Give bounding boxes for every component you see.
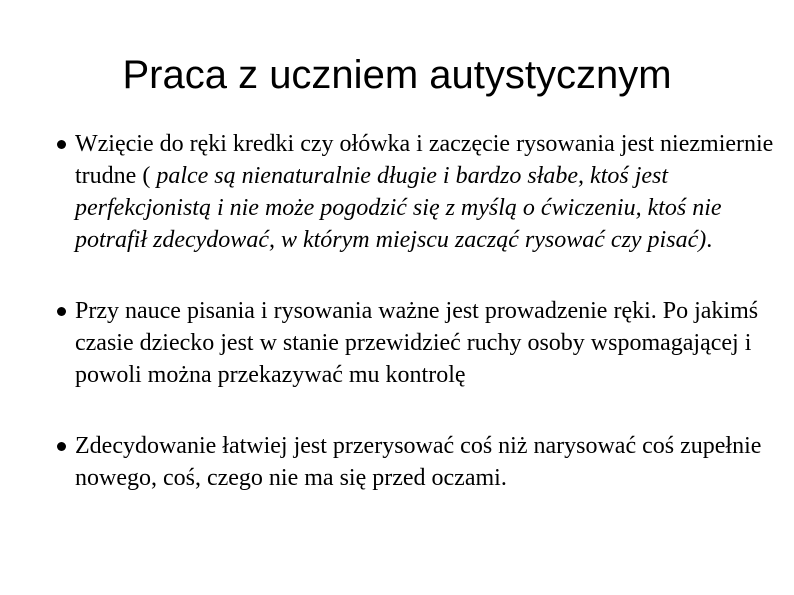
bullet-item: [55, 128, 775, 256]
bullet-text: Zdecydowanie łatwiej jest przerysować coś niż narysować coś zupełnie nowego, coś, czego nie ma się przed oczami.: [75, 433, 762, 491]
bullet-emphasis-text: palce są nienaturalnie długie i bardzo słabe, ktoś jest perfekcjonistą i nie może pogodzić się z myślą o ćwiczeniu, ktoś nie potrafił zdecydować, w którym miejscu zacząć rysować czy pisać): [75, 163, 722, 253]
bullet-text: Przy nauce pisania i rysowania ważne jest prowadzenie ręki. Po jakimś czasie dziecko jest w stanie przewidzieć ruchy osoby wspomagającej i powoli można przekazywać mu kontrolę: [75, 298, 759, 388]
bullet-list: [55, 128, 775, 494]
bullet-dot-icon: [57, 307, 66, 316]
bullet-dot-icon: [57, 140, 66, 149]
bullet-text: Wzięcie do ręki kredki czy ołówka i zaczęcie rysowania jest niezmiernie trudne (: [75, 131, 774, 189]
bullet-item: [55, 295, 775, 391]
bullet-dot-icon: [57, 442, 66, 451]
slide-title: Praca z uczniem autystycznym: [122, 53, 672, 97]
bullet-item: [55, 430, 775, 494]
bullet-text-tail: .: [706, 227, 713, 253]
